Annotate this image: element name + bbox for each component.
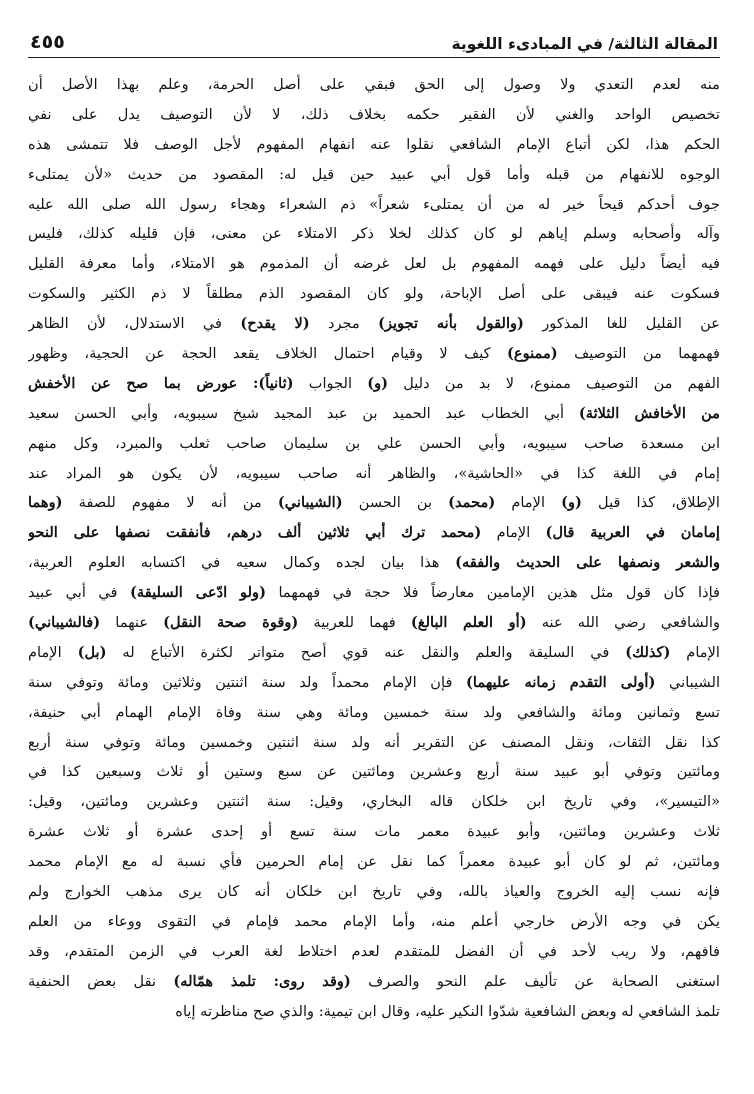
- text-run: بن الحسن: [342, 494, 449, 512]
- text-line: [28, 548, 720, 578]
- text-run: إمام في اللغة كذا في «الحاشية»، والظاهر أنه صاحب سيبويه، لأن يكون هو المراد عند: [28, 464, 720, 482]
- running-title: المقالة الثالثة/ في المبادىء اللغوية: [451, 35, 718, 53]
- text-run: في الاستدلال، لأن الظاهر: [28, 315, 241, 333]
- text-run: تخصيص الواحد والغني لأن الفقير حكمه بخلاف ذلك، لا لأن التوصيف يدل على نفي: [28, 105, 720, 123]
- text-line: [28, 70, 720, 100]
- text-run: الفهم من التوصيف ممنوع، لا بد من دليل: [388, 374, 720, 392]
- bold-text-run: (وقد روى: تلمذ همّاله): [173, 972, 351, 990]
- bold-text-run: (أولى التقدم زمانه عليهما): [466, 673, 656, 691]
- text-run: أبي الخطاب عبد الحميد بن عبد المجيد شيخ سيبويه، وأبي الحسن سعيد: [28, 404, 579, 422]
- text-run: فإذا كان قول مثل هذين الإمامين معارضاً فلا حجة في فهمهما: [266, 584, 720, 602]
- text-line: [28, 608, 720, 638]
- text-run: فيه أيضاً دليل على فهمه المفهوم بل لعل غرضه أن المذموم هو الامتلاء، وأما معرفة القليل: [28, 255, 720, 273]
- text-line: [28, 130, 720, 160]
- text-run: هذا بيان لجده وكمال سعيه في اكتسابه العلوم العربية،: [28, 554, 456, 572]
- text-line: [28, 638, 720, 668]
- page-header: [28, 22, 720, 58]
- text-line: [28, 847, 720, 877]
- text-line: [28, 728, 720, 758]
- text-run: الحكم هذا، لكن أتباع الإمام الشافعي نقلوا عنه انفهام المفهوم لأجل الوصف فلا تتمشى هذه: [28, 135, 720, 153]
- bold-text-run: (ممنوع): [506, 345, 558, 363]
- text-run: فهمهما من التوصيف: [557, 345, 720, 363]
- text-run: «التيسير»، وفي تاريخ ابن خلكان قاله البخاري، وقيل: سنة اثنتين وعشرين ومائتين، وقيل:: [28, 793, 720, 811]
- bold-text-run: (كذلك): [625, 643, 671, 661]
- bold-text-run: والشعر ونصفها على الحديث والفقه): [455, 554, 720, 572]
- text-line: [28, 877, 720, 907]
- text-run: فافهم، ولا ريب لأحد في أن الفضل للمتقدم لعدم اختلاط لغة العرب في الزمن المتقدم، وقد: [28, 942, 720, 960]
- text-run: نقل بعض الحنفية: [28, 972, 174, 990]
- bold-text-run: (أو العلم البالغ): [410, 614, 527, 632]
- text-run: وآله وأصحابه وسلم إياهم لو كان كذلك لخلا ذكر الامتلاء عن معنى، فإن قليله كذلك، فليس: [28, 225, 720, 243]
- bold-text-run: (فالشيباني): [28, 614, 101, 632]
- bold-text-run: (و): [367, 374, 389, 392]
- text-line: [28, 967, 720, 997]
- text-line: [28, 309, 720, 339]
- bold-text-run: (ثانياً): عورض بما صح عن الأخفش: [28, 374, 294, 392]
- text-run: جوف أحدكم قيحاً خير له من أن يمتلىء شعراً» ذم الشعراء وهجاء رسول الله صلى الله عليه: [28, 195, 720, 213]
- text-line: [28, 668, 720, 698]
- text-run: ومائتين وتوفي أبو عبيد سنة أربع وعشرين ومائتين عن سبع وستين أو ثلاث وسبعين كذا في: [28, 763, 720, 781]
- text-run: الشيباني: [655, 673, 720, 691]
- bold-text-run: (و): [561, 494, 582, 512]
- document-page: [28, 22, 720, 1074]
- text-run: ابن مسعدة صاحب سيبويه، وأبي الحسن علي بن سليمان صاحب ثعلب والمبرد، وكل منهم: [28, 434, 720, 452]
- text-line: [28, 757, 720, 787]
- text-run: منه لعدم التعدي ولا وصول إلى الحق فبقي على أصل الحرمة، وعلم بهذا الأصل أن: [28, 76, 720, 93]
- body-text: [28, 70, 720, 1027]
- text-line: [28, 817, 720, 847]
- bold-text-run: (ولو ادّعى السليقة): [129, 584, 266, 602]
- text-run: فإن الإمام محمداً ولد سنة اثنتين وثلاثين ومائة وتوفي سنة: [28, 673, 467, 691]
- bold-text-run: (محمد ترك أبي ثلاثين ألف درهم، فأنفقت نصفها على النحو: [28, 524, 482, 542]
- text-run: فسكوت عنه فيبقى على أصل الإباحة، ولو كان المقصود الذم مطلقاً لا ذم الكثير والسكوت: [28, 285, 720, 303]
- text-line: [28, 399, 720, 429]
- text-line: [28, 160, 720, 190]
- text-line: [28, 249, 720, 279]
- bold-text-run: (وهما: [28, 494, 63, 512]
- text-line: [28, 698, 720, 728]
- text-line: [28, 339, 720, 369]
- text-run: كذا نقل الثقات، ونقل المصنف عن التقرير أنه ولد سنة اثنتين وخمسين ومائة وتوفي سنة أربع: [28, 733, 720, 751]
- text-run: الإمام: [495, 494, 562, 512]
- text-line: [28, 907, 720, 937]
- text-run: الإطلاق، كذا قيل: [581, 494, 720, 512]
- bold-text-run: (لا يقدح): [240, 315, 310, 333]
- text-line: [28, 190, 720, 220]
- text-run: الإمام: [28, 643, 78, 661]
- bold-text-run: من الأخافش الثلاثة): [578, 404, 720, 422]
- text-run: الجواب: [293, 374, 368, 392]
- text-line: [28, 578, 720, 608]
- text-line: [28, 937, 720, 967]
- text-line: [28, 369, 720, 399]
- text-run: تلمذ الشافعي له وبعض الشافعية شدّوا النكير عليه، وقال ابن تيمية: والذي صح مناظرته إياه: [175, 1002, 720, 1020]
- text-run: ثلاث وعشرين ومائتين، وأبو عبيدة معمر مات سنة تسع أو إحدى عشرة أو ثلاث عشرة: [28, 823, 720, 841]
- text-run: الإمام: [670, 643, 720, 661]
- text-run: مجرد: [309, 315, 379, 333]
- bold-text-run: (بل): [77, 643, 107, 661]
- text-run: في أبي عبيد: [28, 584, 130, 602]
- text-run: كيف لا وقيام احتمال الخلاف يقعد الحجة عن الحجية، وظهور: [28, 345, 507, 363]
- text-run: عن القليل للغا المذكور: [523, 315, 720, 333]
- text-line: [28, 787, 720, 817]
- text-run: الوجوه للانفهام من قبله وأما قول أبي عبيد حين قيل له: المقصود من حديث «لأن يمتلىء: [28, 165, 720, 183]
- text-run: استغنى الصحابة عن تأليف علم النحو والصرف: [350, 972, 720, 990]
- text-line: [28, 429, 720, 459]
- text-line: [28, 997, 720, 1027]
- bold-text-run: (الشيباني): [277, 494, 343, 512]
- text-line: [28, 488, 720, 518]
- text-run: عنهما: [100, 614, 164, 632]
- text-line: [28, 518, 720, 548]
- text-line: [28, 100, 720, 130]
- text-run: فإنه نسب إليه الخروج والعياذ بالله، وفي تاريخ ابن خلكان أنه كان يرى مذهب الخوارج ولم: [28, 883, 720, 901]
- text-line: [28, 219, 720, 249]
- text-line: [28, 279, 720, 309]
- text-run: يكن في وجه الأرض خارجي أعلم منه، وأما الإمام محمد فإمام في التقوى ووعاء من العلم: [28, 912, 720, 930]
- text-run: تسع وثمانين ومائة والشافعي ولد سنة خمسين ومائة وهي سنة وفاة الإمام الهمام أبي حنيفة،: [28, 703, 720, 721]
- text-run: ومائتين، ثم لو كان أبو عبيدة معمراً كما نقل عن إمام الحرمين فأي نسبة له مع الإمام محمد: [28, 853, 720, 871]
- text-run: في السليقة والعلم والنقل عنه قوي أصح متواتر لكثرة الأتباع له: [106, 643, 626, 661]
- text-run: الإمام: [481, 524, 546, 542]
- text-line: [28, 459, 720, 489]
- page-number: ٤٥٥: [30, 31, 65, 53]
- text-run: فهما للعربية: [298, 614, 411, 632]
- bold-text-run: (محمد): [448, 494, 496, 512]
- text-run: من أنه لا مفهوم للصفة: [62, 494, 278, 512]
- bold-text-run: (والقول بأنه تجويز): [378, 315, 524, 333]
- bold-text-run: إمامان في العربية قال): [545, 524, 720, 542]
- bold-text-run: (وقوة صحة النقل): [163, 614, 299, 632]
- text-run: والشافعي رضي الله عنه: [526, 614, 720, 632]
